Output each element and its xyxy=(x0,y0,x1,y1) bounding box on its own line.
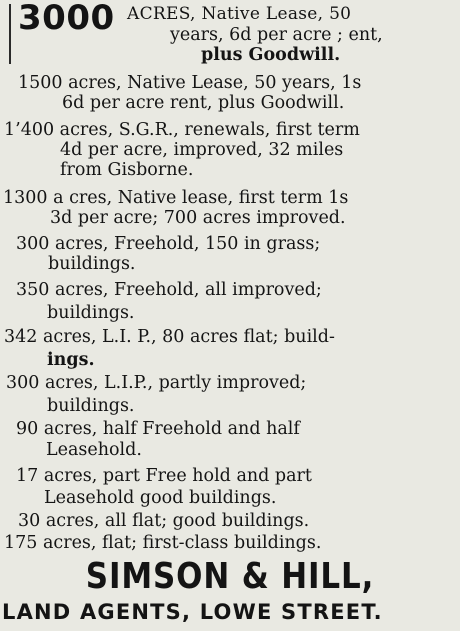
agent-address: LAND AGENTS, LOWE STREET. xyxy=(2,600,383,624)
listing-line: 1500 acres, Native Lease, 50 years, 1s xyxy=(18,73,362,93)
listing-line: 3d per acre; 700 acres improved. xyxy=(50,208,346,228)
listing-line: 1’400 acres, S.G.R., renewals, first term xyxy=(4,120,360,140)
headline-line: plus Goodwill. xyxy=(201,45,341,65)
listing-line: 6d per acre rent, plus Goodwill. xyxy=(62,93,345,113)
listing-line: ings. xyxy=(47,350,95,370)
column-rule xyxy=(9,4,11,64)
listing-line: Leasehold good buildings. xyxy=(44,488,277,508)
listing-line: Leasehold. xyxy=(46,440,142,460)
listing-line: 300 acres, Freehold, 150 in grass; xyxy=(16,234,321,254)
listing-line: 90 acres, half Freehold and half xyxy=(16,419,300,439)
listing-line: 350 acres, Freehold, all improved; xyxy=(16,280,322,300)
listing-line: 17 acres, part Free hold and part xyxy=(16,466,312,486)
headline-line: years, 6d per acre ; ent, xyxy=(170,25,383,45)
agent-name: SIMSON & HILL, xyxy=(85,556,375,597)
listing-line: 342 acres, L.I. P., 80 acres flat; build- xyxy=(4,327,335,347)
headline-line: ACRES, Native Lease, 50 xyxy=(127,4,352,24)
listing-line: 1300 a cres, Native lease, first term 1s xyxy=(3,188,349,208)
listing-line: buildings. xyxy=(48,254,136,274)
listing-line: from Gisborne. xyxy=(60,160,194,180)
listing-line: 30 acres, all flat; good buildings. xyxy=(18,511,310,531)
listing-line: 175 acres, flat; first-class buildings. xyxy=(4,533,322,553)
listing-line: buildings. xyxy=(47,396,135,416)
listing-line: 300 acres, L.I.P., partly improved; xyxy=(6,373,307,393)
listing-line: buildings. xyxy=(47,303,135,323)
headline-number: 3000 xyxy=(18,0,115,38)
listing-line: 4d per acre, improved, 32 miles xyxy=(60,140,344,160)
